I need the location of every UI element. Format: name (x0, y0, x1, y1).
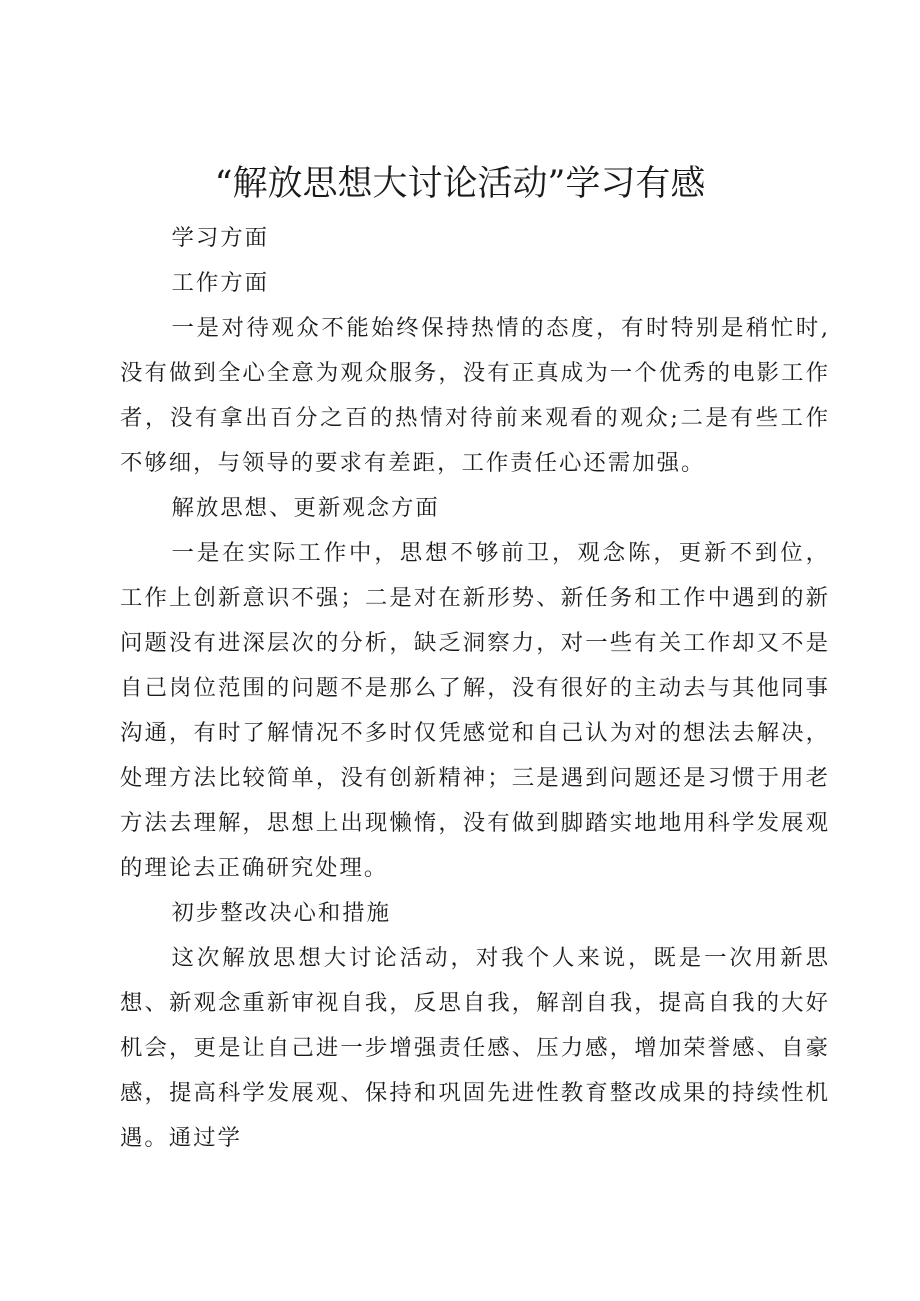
section-heading-study: 学习方面 (171, 225, 270, 251)
document-title: “解放思想大讨论活动”学习有感 (214, 164, 706, 204)
paragraph-rectification: 这次解放思想大讨论活动，对我个人来说，既是一次用新思想、新观念重新审视自我，反思自我，解剖自我，提高自我的大好机会，更是让自己进一步增强责任感、压力感，增加荣誉感、自豪感，提高科学发展观、保持和巩固先进性教育整改成果的持续性机遇。通过学 (120, 945, 830, 1151)
section-heading-mindset: 解放思想、更新观念方面 (171, 495, 440, 521)
paragraph-mindset-issues: 一是在实际工作中，思想不够前卫，观念陈，更新不到位，工作上创新意识不强；二是对在新形势、新任务和工作中遇到的新问题没有进深层次的分析，缺乏洞察力，对一些有关工作却又不是自己岗位范围的问题不是那么了解，没有很好的主动去与其他同事沟通，有时了解情况不多时仅凭感觉和自己认为对的想法去解决，处理方法比较简单，没有创新精神；三是遇到问题还是习惯于用老方法去理解，思想上出现懒惰，没有做到脚踏实地地用科学发展观的理论去正确研究处理。 (120, 540, 830, 881)
section-heading-work: 工作方面 (171, 270, 270, 296)
document-body (120, 216, 830, 1161)
paragraph-work-issues: 一是对待观众不能始终保持热情的态度，有时特别是稍忙时,没有做到全心全意为观众服务，没有正真成为一个优秀的电影工作者，没有拿出百分之百的热情对待前来观看的观众;二是有些工作不够细，与领导的要求有差距，工作责任心还需加强。 (120, 315, 830, 476)
section-heading-rectification: 初步整改决心和措施 (171, 900, 392, 926)
